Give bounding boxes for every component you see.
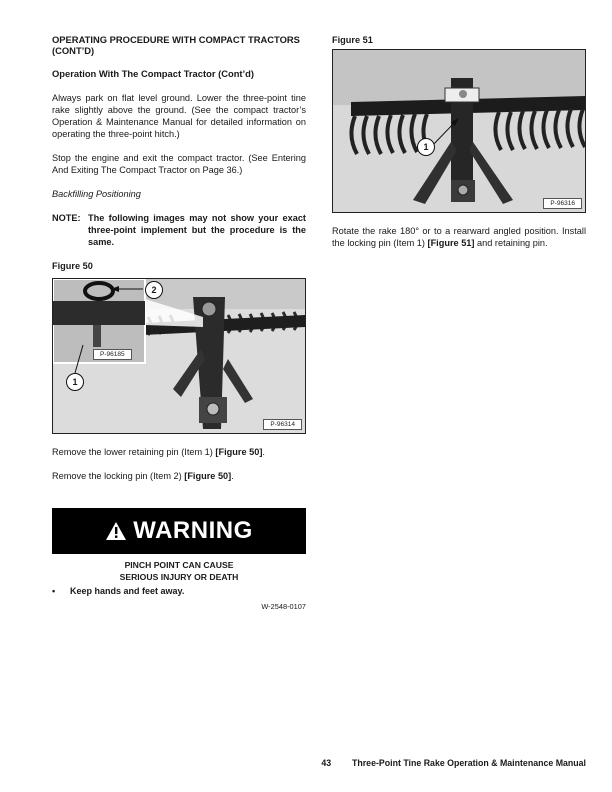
right-column xyxy=(332,34,586,249)
step1-end: . xyxy=(262,447,265,457)
warning-line-2: SERIOUS INJURY OR DEATH xyxy=(119,572,239,582)
backfilling-heading: Backfilling Positioning xyxy=(52,189,141,199)
step2-figure-ref: [Figure 50] xyxy=(184,471,232,481)
warning-banner xyxy=(52,508,306,554)
paragraph-park: Always park on flat level ground. Lower the three-point tine rake slightly above the ground. (See the compact tractor’s Operation & Maintenance Manual for detailed information on operating the three-point hitch.) xyxy=(52,93,306,139)
figure-50-illustration xyxy=(53,279,305,433)
rotate-text-a: Rotate the rake 180° or to a rearward angled position. Install the locking pin (Item 1) xyxy=(332,226,586,248)
warning-triangle-icon xyxy=(105,521,127,541)
page-footer xyxy=(316,757,586,769)
figure-51-code: P-96316 xyxy=(543,198,582,209)
rotate-text-b: and retaining pin. xyxy=(477,238,548,248)
figure-50-callout-1: 1 xyxy=(66,373,84,391)
paragraph-rotate-rake xyxy=(332,225,586,249)
bullet-dot: • xyxy=(52,586,56,596)
section-title: OPERATING PROCEDURE WITH COMPACT TRACTORS (CONT’D) xyxy=(52,34,300,56)
step-remove-retaining-pin xyxy=(52,446,306,458)
figure-50-label: Figure 50 xyxy=(52,261,93,271)
step1-figure-ref: [Figure 50] xyxy=(215,447,263,457)
step1-text: Remove the lower retaining pin (Item 1) xyxy=(52,447,213,457)
step-remove-locking-pin xyxy=(52,470,306,482)
page-number: 43 xyxy=(321,758,332,768)
figure-50-inset-code: P-96185 xyxy=(93,349,132,360)
paragraph-stop-engine: Stop the engine and exit the compact tractor. (See Entering And Exiting The Compact Tractor on Page 36.) xyxy=(52,153,306,175)
figure-51-label: Figure 51 xyxy=(332,35,373,45)
figure-50-photo xyxy=(52,278,306,434)
warning-line-1: PINCH POINT CAN CAUSE xyxy=(124,560,234,570)
subsection-title: Operation With The Compact Tractor (Cont’d) xyxy=(52,68,254,79)
figure-51-callout-1: 1 xyxy=(417,138,435,156)
warning-bullet-item xyxy=(52,585,306,597)
step2-text: Remove the locking pin (Item 2) xyxy=(52,471,182,481)
figure-50-code: P-96314 xyxy=(263,419,302,430)
warning-bullet-text: Keep hands and feet away. xyxy=(70,586,185,596)
figure-51-photo xyxy=(332,49,586,213)
note-text: The following images may not show your exact three-point implement but the procedure is the same. xyxy=(88,213,306,247)
warning-word: WARNING xyxy=(133,517,253,544)
note-label: NOTE: xyxy=(52,213,81,223)
figure-51-illustration xyxy=(333,50,585,212)
step2-end: . xyxy=(231,471,234,481)
rotate-figure-ref: [Figure 51] xyxy=(427,238,475,248)
left-column xyxy=(52,34,306,613)
note-block xyxy=(52,212,306,248)
figure-50-callout-2: 2 xyxy=(145,281,163,299)
warning-code: W-2548-0107 xyxy=(261,602,306,611)
manual-title: Three-Point Tine Rake Operation & Maintenance Manual xyxy=(352,758,586,768)
